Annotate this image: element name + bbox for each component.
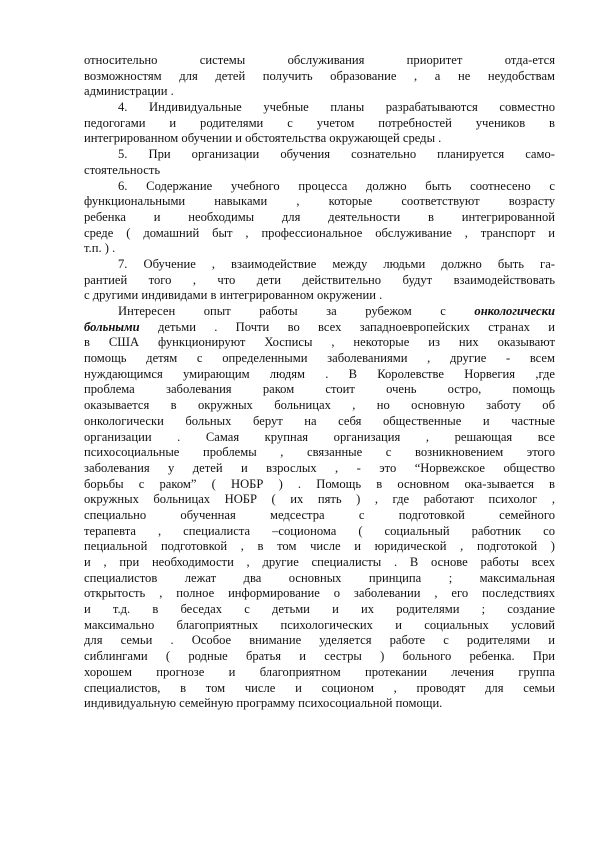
text-line: для семьи . Особое внимание уделяется работе с родителями и [84, 633, 555, 648]
text-line: и т.д. в беседах с детьми и их родителями ; создание [84, 602, 555, 617]
document-page [84, 53, 555, 712]
text-line: стоятельность [84, 162, 161, 177]
text-line: организации . Самая крупная организация , решающая все [84, 429, 555, 444]
paragraph-2 [84, 100, 555, 147]
text-line: заболевания у детей и взрослых , - это “Норвежское общество [84, 460, 555, 475]
text-line: т.п. ) . [84, 241, 116, 256]
text-line: больными детьми . Почти во всех западноевропейских странах и [84, 319, 555, 334]
text-line: рантией того , что дети действительно будут взаимодействовать [84, 272, 555, 287]
text-line: специально обученная медсестра с подготовкой семейного [84, 507, 555, 522]
paragraph-6 [84, 304, 555, 712]
text-line: относительно системы обслуживания приоритет отда-ется [84, 53, 555, 67]
text-line: ребенка и необходимы для деятельности в интегрированной [84, 209, 555, 224]
text-line: специалистов, в том числе и соционом , проводят для семьи [84, 680, 555, 695]
text-line: педогогами и родителями с учетом потребностей учеников в [84, 115, 555, 130]
text-line: оказывается в окружных больницах , но основную заботу об [84, 398, 555, 413]
emphasized-term: онкологически [474, 304, 555, 318]
paragraph-3 [84, 147, 555, 178]
text-line: среде ( домашний быт , профессиональное обслуживание , транспорт и [84, 225, 555, 240]
text-line: максимально благоприятных психологических и социальных условий [84, 617, 555, 632]
paragraph-1 [84, 53, 555, 100]
text-line: 6. Содержание учебного процесса должно быть соотнесено с [118, 178, 555, 193]
text-line: психосоциальные проблемы , связанные с возникновением этого [84, 445, 555, 460]
text-line: и , при необходимости , другие специалисты . В основе работы всех [84, 555, 555, 569]
text-line: администрации . [84, 84, 174, 99]
text-line: помощь детям с определенными заболеваниями , другие - всем [84, 351, 555, 366]
text-line: с другими индивидами в интегрированном окружении . [84, 288, 383, 303]
text-line: онкологически больных берут на себя общественные и частные [84, 413, 555, 428]
text-line: нуждающимся умирающим людям . В Королевстве Норвегия ,где [84, 366, 555, 381]
text-line: пециальной подготовкой , в том числе и юридической , подготокой ) [84, 539, 555, 554]
text-line: 7. Обучение , взаимодействие между людьми должно быть га- [118, 256, 555, 271]
text-line: в США функционируют Хосписы , некоторые из них оказывают [84, 335, 555, 350]
text-line: индивидуальную семейную программу психосоциальной помощи. [84, 696, 443, 711]
text-line: сиблингами ( родные братья и сестры ) больного ребенка. При [84, 649, 555, 664]
text-line: проблема заболевания раком стоит очень остро, помощь [84, 382, 555, 397]
text-line: борьбы с раком” ( НОБР ) . Помощь в основном ока-зывается в [84, 476, 555, 491]
paragraph-4 [84, 179, 555, 257]
text-line: специалистов лежат два основных принципа ; максимальная [84, 570, 555, 585]
text-line: окружных больницах НОБР ( их пять ) , где работают психолог , [84, 492, 555, 507]
emphasized-term: больными [84, 319, 140, 334]
text-line: открытость , полное информирование о заболевании , его последствиях [84, 586, 555, 601]
paragraph-5 [84, 257, 555, 304]
text-line: возможностям для детей получить образование , а не неудобствам [84, 68, 555, 83]
text-line: терапевта , специалиста –соционома ( социальный работник со [84, 523, 555, 538]
text-line: 4. Индивидуальные учебные планы разрабатываются совместно [118, 100, 555, 115]
text-line: Интересен опыт работы за рубежом с онкологически [118, 304, 555, 318]
text-line: интегрированном обучении и обстоятельства окружающей среды . [84, 131, 442, 146]
text-line: 5. При организации обучения сознательно планируется само- [118, 147, 555, 162]
text-line: функциональными навыками , которые соответствуют возрасту [84, 194, 555, 209]
text-line: хорошем прогнозе и благоприятном протекании лечения группа [84, 664, 555, 679]
